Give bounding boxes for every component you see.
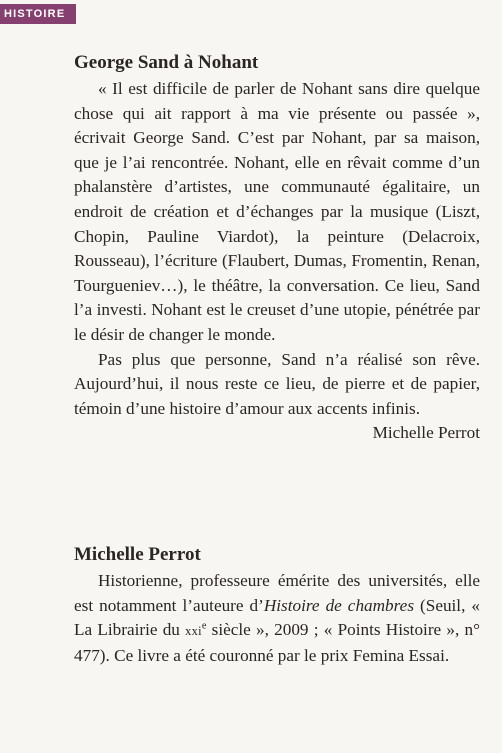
bio-title: Michelle Perrot: [74, 544, 201, 565]
bio-text-part: siècle », 2009 ; « Points Histoire », n° 477). Ce livre a été couronné par le prix Femina Essai.: [74, 620, 480, 665]
bio-text-part: (Seuil, « La Librairie du: [74, 595, 480, 640]
bio-text: [74, 569, 480, 668]
book-title: Histoire de chambres: [263, 595, 415, 615]
article-signature: Michelle Perrot: [372, 423, 480, 443]
article: [74, 51, 480, 446]
author-bio: [74, 543, 480, 668]
century-numeral: xxi: [185, 624, 202, 639]
century-superscript: e: [201, 620, 207, 632]
section-tag: HISTOIRE: [0, 4, 76, 24]
article-paragraph: « Il est difficile de parler de Nohant sans dire quelque chose qui ait rapport à ma vie présente ou passée », écrivait George Sand. C’est par Nohant, par sa maison, que je l’ai rencontrée. Nohant, elle en rêvait comme d’un phalanstère d’artistes, une communauté égalitaire, un endroit de création et d’échanges par la musique (Liszt, Chopin, Pauline Viardot), la peinture (Delacroix, Rousseau), l’écriture (Flaubert, Dumas, Fromentin, Renan, Tourgueniev…), le théâtre, la conversation. Ce lieu, Sand l’a investi. Nohant est le creuset d’une utopie, pénétrée par le désir de changer le monde.: [74, 79, 480, 344]
bio-text-part: Historienne, professeure émérite des universités, elle est notamment l’auteure d’: [74, 571, 480, 615]
article-paragraph: Pas plus que personne, Sand n’a réalisé son rêve. Aujourd’hui, il nous reste ce lieu, de pierre et de papier, témoin d’une histoire d’amour aux accents infinis.: [74, 349, 480, 418]
article-title: George Sand à Nohant: [74, 52, 259, 73]
